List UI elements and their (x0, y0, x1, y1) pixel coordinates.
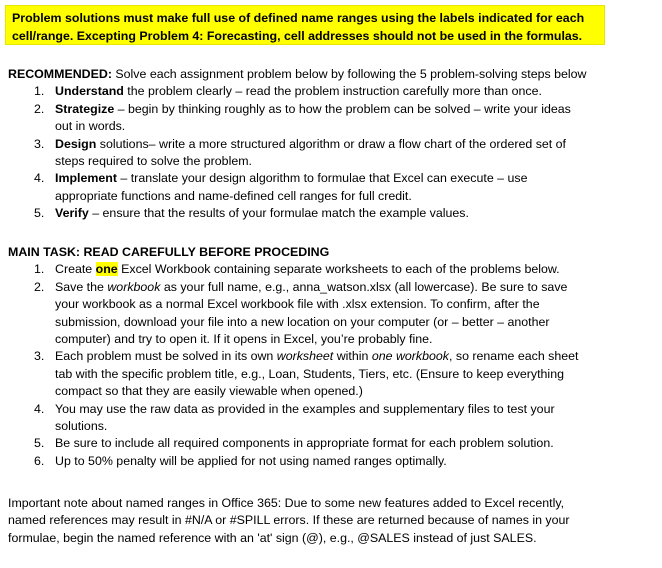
list-item: 1. Create one Excel Workbook containing separate worksheets to each of the problems below. (8, 261, 656, 278)
problem-solving-steps-list (8, 83, 656, 222)
step-text: the problem clearly – read the problem instruction carefully more than once. (123, 84, 542, 99)
list-number: 4. (34, 401, 45, 416)
list-number: 3. (34, 136, 45, 151)
item-text-continued: your workbook as a normal Excel workbook file with .xlsx extension. To confirm, after the (55, 297, 540, 312)
list-number: 2. (34, 279, 45, 294)
list-item: 2. Save the workbook as your full name, e.g., anna_watson.xlsx (all lowercase). Be sure to save your workbook as a normal Excel workbook file with .xlsx extension. To confirm, after the submission, download your file into a new location on your computer (or – better – another computer) and try to open it. If it opens in Excel, you’re probably fine. (8, 279, 656, 349)
step-text-continued: steps required to solve the problem. (55, 154, 252, 169)
highlighted-requirement-callout (5, 5, 605, 45)
list-number: 3. (34, 349, 45, 364)
list-item (8, 435, 656, 452)
list-item (8, 205, 656, 222)
step-term: Strategize (55, 101, 115, 116)
item-text-continued: computer) and try to open it. If it opens in Excel, you’re probably fine. (55, 332, 433, 347)
callout-line-1: Problem solutions must make full use of defined name ranges using the labels indicated for each (12, 11, 585, 25)
recommended-intro-text: Solve each assignment problem below by following the 5 problem-solving steps below (111, 67, 587, 81)
note-line-3: formulae, begin the named reference with an 'at' sign (@), e.g., @SALES instead of just SALES. (8, 530, 537, 545)
highlighted-word: one (95, 262, 118, 277)
named-ranges-note (8, 495, 656, 547)
list-item: 3. Each problem must be solved in its own worksheet within one workbook, so rename each sheet tab with the specific problem title, e.g., Loan, Students, Tiers, etc. (Ensure to keep everything compact so that they are easily viewable when opened.) (8, 348, 656, 400)
item-text-continued: tab with the specific problem title, e.g., Loan, Students, Tiers, etc. (Ensure to keep everything (55, 366, 564, 381)
emphasized-word: worksheet (276, 349, 334, 364)
recommended-intro (8, 66, 656, 83)
item-text: Be sure to include all required components in appropriate format for each problem solution. (55, 436, 554, 451)
list-number: 4. (34, 171, 45, 186)
list-item (8, 136, 656, 171)
list-number: 5. (34, 436, 45, 451)
step-text: – begin by thinking roughly as to how the problem can be solved – write your ideas (114, 101, 571, 116)
note-line-1: Important note about named ranges in Office 365: Due to some new features added to Excel recently, (8, 496, 565, 510)
item-text: You may use the raw data as provided in the examples and supplementary files to test your (55, 401, 555, 416)
step-text-continued: out in words. (55, 119, 126, 134)
step-text: – ensure that the results of your formulae match the example values. (88, 206, 469, 221)
list-item (8, 401, 656, 436)
recommended-section (8, 66, 656, 223)
emphasized-word: one workbook (371, 349, 449, 364)
callout-line-2: cell/range. Excepting Problem 4: Forecasting, cell addresses should not be used in the formulas. (12, 29, 583, 43)
list-number: 1. (34, 84, 45, 99)
list-item (8, 170, 656, 205)
main-task-section (8, 244, 656, 470)
item-text-continued: submission, download your file into a new location on your computer (or – better – another (55, 314, 550, 329)
step-text-continued: appropriate functions and name-defined cell ranges for full credit. (55, 188, 412, 203)
step-term: Verify (55, 206, 89, 221)
list-number: 2. (34, 101, 45, 116)
note-line-2: named references may result in #N/A or #SPILL errors. If these are returned because of names in your (8, 513, 570, 528)
step-term: Understand (55, 84, 124, 99)
list-item (8, 83, 656, 100)
item-text-continued: solutions. (55, 419, 108, 434)
step-term: Design (55, 136, 97, 151)
list-number: 1. (34, 262, 45, 277)
list-item (8, 453, 656, 470)
step-text: – translate your design algorithm to formulae that Excel can execute – use (116, 171, 528, 186)
list-number: 5. (34, 206, 45, 221)
step-term: Implement (55, 171, 117, 186)
item-text-continued: compact so that they are easily viewable when opened.) (55, 384, 363, 399)
item-text: Up to 50% penalty will be applied for not using named ranges optimally. (55, 453, 447, 468)
main-task-heading: MAIN TASK: READ CAREFULLY BEFORE PROCEDING (8, 245, 330, 259)
main-task-list (8, 261, 656, 470)
list-number: 6. (34, 453, 45, 468)
recommended-heading: RECOMMENDED: (8, 67, 112, 81)
list-item (8, 101, 656, 136)
emphasized-word: workbook (107, 279, 161, 294)
step-text: solutions– write a more structured algorithm or draw a flow chart of the ordered set of (96, 136, 566, 151)
